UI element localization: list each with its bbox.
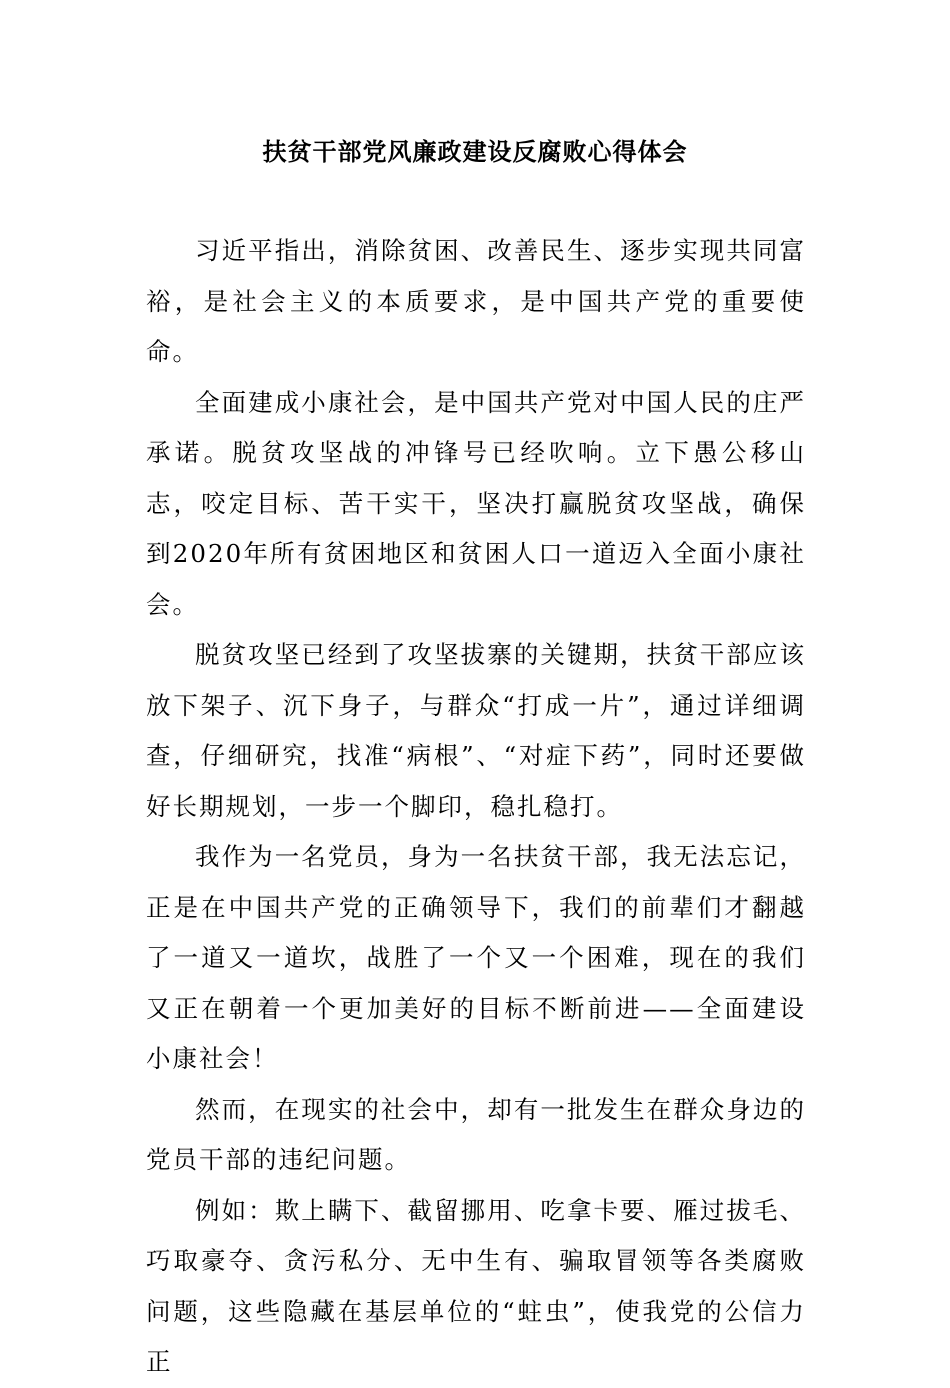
- paragraph: 脱贫攻坚已经到了攻坚拔寨的关键期，扶贫干部应该放下架子、沉下身子，与群众“打成一片”，通过详细调查，仔细研究，找准“病根”、“对症下药”，同时还要做好长期规划，一步一个脚印，稳扎稳打。: [146, 640, 806, 821]
- paragraph: 我作为一名党员，身为一名扶贫干部，我无法忘记，正是在中国共产党的正确领导下，我们的前辈们才翻越了一道又一道坎，战胜了一个又一个困难，现在的我们又正在朝着一个更加美好的目标不断前进——全面建设小康社会！: [146, 842, 806, 1073]
- document-title: 扶贫干部党风廉政建设反腐败心得体会: [262, 138, 688, 166]
- paragraph: 然而，在现实的社会中，却有一批发生在群众身边的党员干部的违纪问题。: [146, 1094, 806, 1174]
- paragraph: 例如：欺上瞒下、截留挪用、吃拿卡要、雁过拔毛、巧取豪夺、贪污私分、无中生有、骗取冒领等各类腐败问题，这些隐藏在基层单位的“蛀虫”，使我党的公信力正: [146, 1195, 806, 1376]
- paragraph: 习近平指出，消除贫困、改善民生、逐步实现共同富裕，是社会主义的本质要求，是中国共产党的重要使命。: [146, 236, 806, 366]
- document-body: [146, 226, 806, 1388]
- paragraph: 全面建成小康社会，是中国共产党对中国人民的庄严承诺。脱贫攻坚战的冲锋号已经吹响。立下愚公移山志，咬定目标、苦干实干，坚决打赢脱贫攻坚战，确保到2020年所有贫困地区和贫困人口一道迈入全面小康社会。: [146, 387, 806, 619]
